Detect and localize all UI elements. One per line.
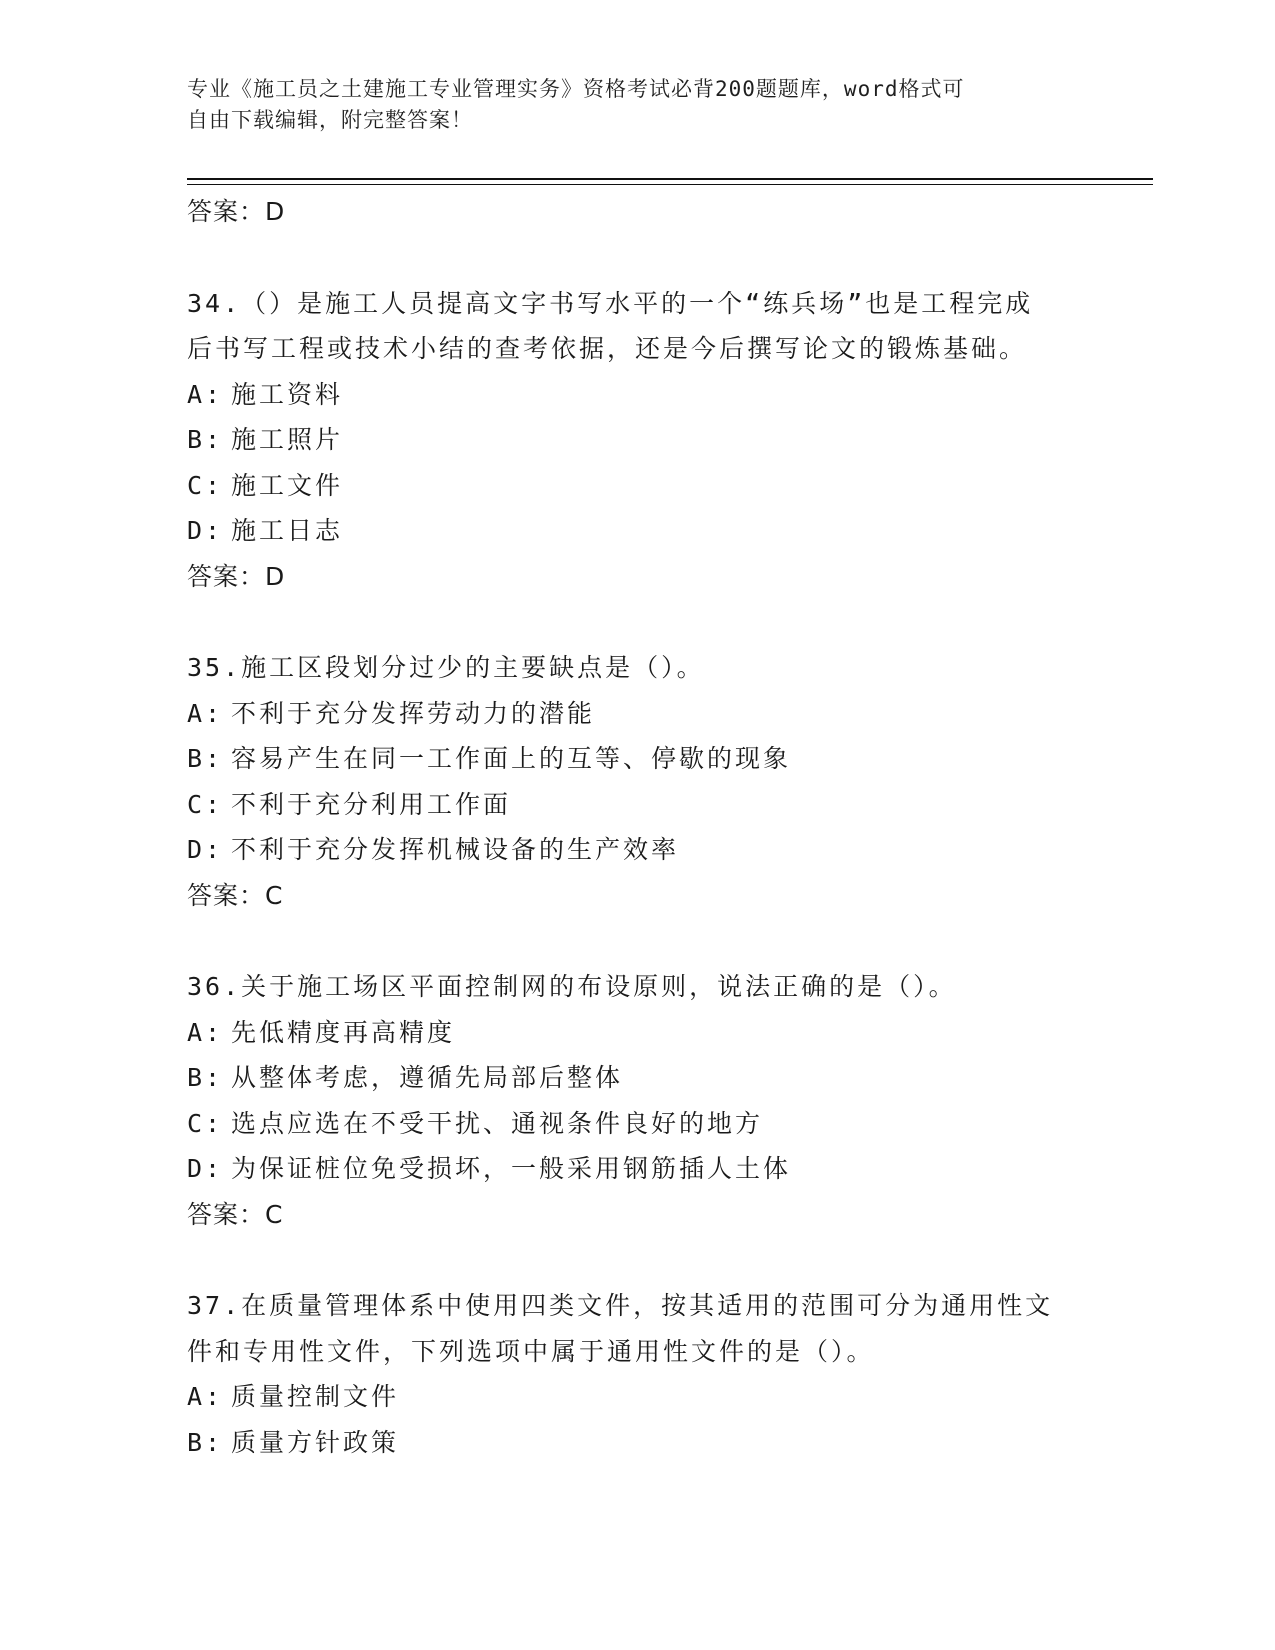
answer-line: 答案：C	[187, 1199, 284, 1229]
option-text: 施工资料	[231, 379, 344, 409]
question-stem-line: 36.关于施工场区平面控制网的布设原则，说法正确的是（）。	[187, 972, 957, 1001]
option-text: 质量方针政策	[231, 1427, 400, 1457]
question-stem-line: 34.（）是施工人员提高文字书写水平的一个“练兵场”也是工程完成	[187, 288, 1034, 318]
header-line-2: 自由下载编辑，附完整答案！	[187, 108, 473, 132]
option-text: 选点应选在不受干扰、通视条件良好的地方	[231, 1108, 764, 1138]
option-letter: A:	[187, 1382, 224, 1411]
option-text: 不利于充分利用工作面	[231, 789, 512, 819]
option-text: 为保证桩位免受损坏，一般采用钢筋插人土体	[231, 1154, 792, 1183]
option-text: 质量控制文件	[231, 1382, 400, 1411]
question-stem-line: 件和专用性文件，下列选项中属于通用性文件的是（）。	[187, 1336, 875, 1366]
option-letter: D:	[187, 516, 224, 545]
answer-line: 答案：D	[187, 561, 286, 591]
option-letter: B:	[187, 425, 224, 454]
option-text: 先低精度再高精度	[231, 1017, 456, 1047]
question-block	[187, 645, 1077, 918]
option-text: 不利于充分发挥劳动力的潜能	[231, 698, 596, 728]
option-a	[187, 691, 1077, 737]
option-letter: C:	[187, 789, 224, 819]
option-c	[187, 463, 1077, 509]
option-letter: D:	[187, 835, 224, 864]
option-letter: A:	[187, 698, 224, 728]
option-d	[187, 827, 1077, 873]
spacer	[187, 235, 1077, 281]
option-letter: A:	[187, 1017, 224, 1047]
option-letter: B:	[187, 1063, 224, 1092]
option-letter: B:	[187, 1427, 224, 1457]
header-rule-thick	[187, 178, 1153, 180]
option-text: 不利于充分发挥机械设备的生产效率	[231, 835, 680, 864]
header-rule-thin	[187, 184, 1153, 185]
page-header	[187, 74, 1067, 136]
option-b	[187, 1055, 1077, 1101]
option-letter: C:	[187, 1108, 224, 1138]
spacer	[187, 918, 1077, 964]
answer-line: 答案：D	[187, 197, 286, 226]
answer-line: 答案：C	[187, 880, 284, 910]
option-text: 施工日志	[231, 516, 344, 545]
option-text: 容易产生在同一工作面上的互等、停歇的现象	[231, 744, 792, 773]
option-letter: C:	[187, 470, 224, 500]
option-a	[187, 1374, 1077, 1420]
option-c	[187, 782, 1077, 828]
option-d	[187, 1146, 1077, 1192]
option-text: 施工照片	[231, 425, 344, 454]
spacer	[187, 599, 1077, 645]
page-content	[187, 189, 1077, 1465]
question-stem-line: 35.施工区段划分过少的主要缺点是（）。	[187, 653, 705, 682]
option-text: 施工文件	[231, 470, 344, 500]
question-block	[187, 964, 1077, 1237]
option-letter: A:	[187, 379, 224, 409]
option-b	[187, 736, 1077, 782]
option-d	[187, 508, 1077, 554]
option-text: 从整体考虑，遵循先局部后整体	[231, 1063, 624, 1092]
option-letter: D:	[187, 1154, 224, 1183]
question-block	[187, 281, 1077, 600]
option-letter: B:	[187, 744, 224, 773]
header-line-1: 专业《施工员之土建施工专业管理实务》资格考试必背200题题库，word格式可	[187, 77, 965, 101]
question-stem-line: 37.在质量管理体系中使用四类文件，按其适用的范围可分为通用性文	[187, 1291, 1054, 1320]
option-c	[187, 1101, 1077, 1147]
option-b	[187, 417, 1077, 463]
spacer	[187, 1237, 1077, 1283]
option-b	[187, 1420, 1077, 1466]
question-stem-line: 后书写工程或技术小结的查考依据，还是今后撰写论文的锻炼基础。	[187, 334, 1028, 363]
option-a	[187, 1010, 1077, 1056]
option-a	[187, 372, 1077, 418]
question-block	[187, 1283, 1077, 1465]
